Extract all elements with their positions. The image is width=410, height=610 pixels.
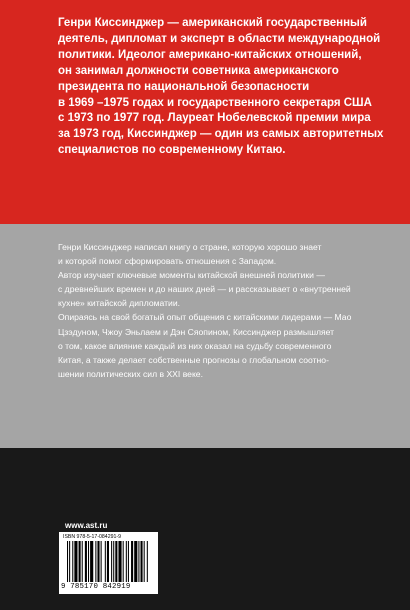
bio-line: с 1973 по 1977 год. Лауреат Нобелевской премии мира <box>58 112 371 125</box>
barcode-bar <box>147 541 148 582</box>
barcode-bar <box>144 541 145 582</box>
barcode-graphic <box>67 541 151 582</box>
description-line: Опираясь на свой богатый опыт общения с китайскими лидерами — Мао <box>58 312 352 323</box>
barcode-bar <box>79 541 81 582</box>
bio-line: деятель, дипломат и эксперт в области международной <box>58 32 381 45</box>
barcode-bar <box>85 541 87 582</box>
description-line: Цзэдуном, Чжоу Эньлаем и Дэн Сяопином, Киссинджер размышляет <box>58 326 335 337</box>
barcode-bar <box>97 541 99 582</box>
barcode-bar <box>115 541 117 582</box>
description-line: Автор изучает ключевые моменты китайской внешней политики — <box>58 270 325 281</box>
book-description-panel <box>0 224 410 448</box>
isbn-barcode-box <box>59 532 158 594</box>
barcode-bar <box>128 541 129 582</box>
barcode-bar <box>123 541 124 582</box>
description-line: о том, какое влияние каждый из них оказал на судьбу современного <box>58 340 332 351</box>
barcode-bar <box>69 541 70 582</box>
description-line: Китая, а также делает собственные прогнозы о глобальном соотно- <box>58 354 329 365</box>
description-line: Генри Киссинджер написал книгу о стране, которую хорошо знает <box>58 242 322 252</box>
author-bio-panel <box>0 0 410 224</box>
description-line: с древнейших времен и до наших дней — и рассказывает о «внутренней <box>58 284 351 295</box>
bio-line: Генри Киссинджер — американский государственный <box>58 17 367 29</box>
barcode-digits: 9 785170 842919 <box>61 583 131 591</box>
barcode-bar <box>95 541 96 582</box>
barcode-bar <box>101 541 102 582</box>
description-line: кухне» китайской дипломатии. <box>58 298 181 309</box>
barcode-bar <box>141 541 143 582</box>
bio-line: президента по национальной безопасности <box>58 80 310 93</box>
barcode-bar <box>138 541 139 582</box>
description-line: и которой помог сформировать отношения с Западом. <box>58 256 277 267</box>
bio-line: специалистов по современному Китаю. <box>58 144 286 157</box>
bio-line: в 1969 –1975 годах и государственного секретаря США <box>58 96 372 109</box>
barcode-bar <box>111 541 112 582</box>
description-paragraph <box>58 268 368 310</box>
barcode-bar <box>126 541 127 582</box>
isbn-number: ISBN 978-5-17-084291-9 <box>63 534 121 540</box>
barcode-bar <box>118 541 121 582</box>
barcode-bar <box>105 541 106 582</box>
barcode-bar <box>67 541 68 582</box>
barcode-bar <box>74 541 77 582</box>
book-description <box>58 240 368 381</box>
barcode-bar <box>131 541 133 582</box>
author-bio <box>58 16 384 159</box>
description-line: шении политических сил в XXI веке. <box>58 368 203 379</box>
barcode-bar <box>72 541 73 582</box>
barcode-bar <box>82 541 83 582</box>
barcode-bar <box>88 541 89 582</box>
bio-line: он занимал должности советника американского <box>58 64 339 77</box>
barcode-bar <box>113 541 114 582</box>
description-paragraph <box>58 310 368 380</box>
bio-line: политики. Идеолог американо-китайских отношений, <box>58 48 362 61</box>
barcode-bar <box>107 541 109 582</box>
bio-line: за 1973 год, Киссинджер — один из самых авторитетных <box>58 128 384 141</box>
barcode-bar <box>134 541 137 582</box>
barcode-bar <box>90 541 93 582</box>
description-paragraph <box>58 240 368 268</box>
publisher-website: www.ast.ru <box>65 521 108 530</box>
